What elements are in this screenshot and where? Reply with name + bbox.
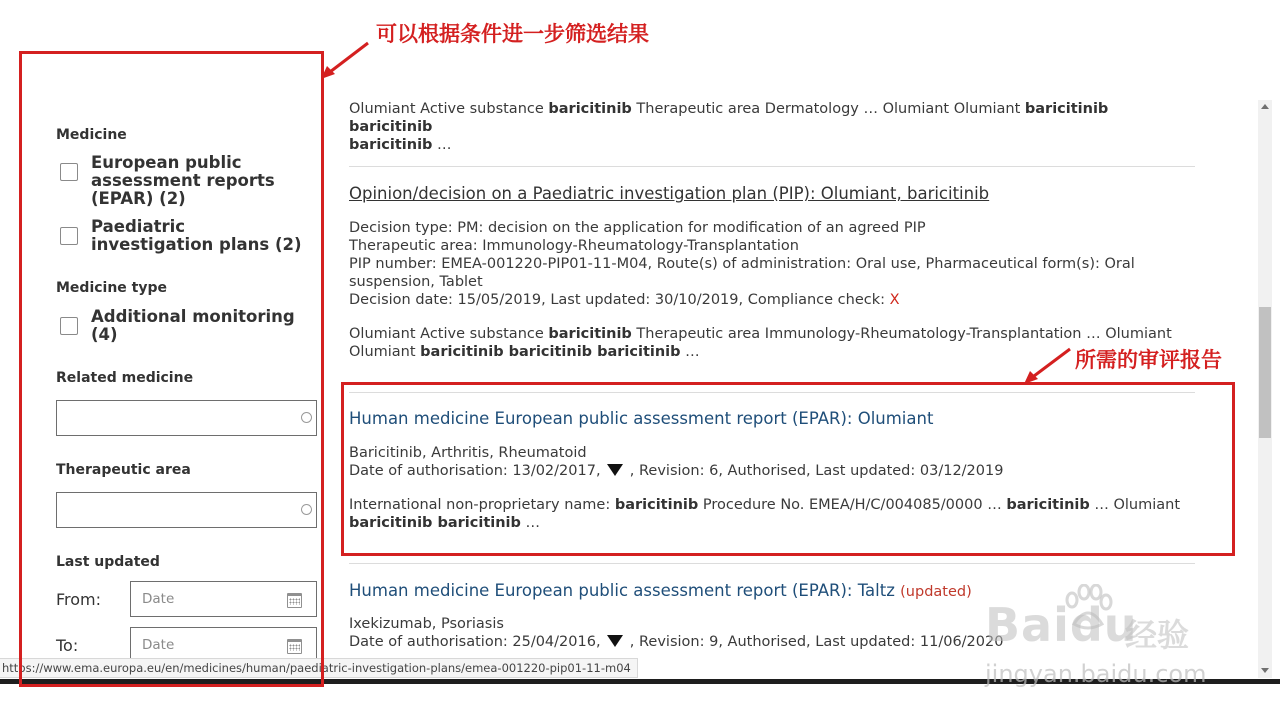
date-placeholder: Date: [142, 591, 175, 607]
updated-tag: (updated): [900, 584, 972, 600]
auth-date: Date of authorisation: 25/04/2016,: [349, 634, 606, 650]
to-label: To:: [56, 636, 79, 655]
result-meta: [349, 219, 1184, 309]
status-bar-url: https://www.ema.europa.eu/en/medicines/human/paediatric-investigation-plans/emea-001220-pip01-11-m04: [0, 658, 638, 678]
report-annotation-arrow-icon: [1020, 346, 1076, 386]
revision-info: , Revision: 9, Authorised, Last updated: 11/06/2020: [625, 634, 1004, 650]
filter-option-label: Additional monitoring (4): [91, 307, 295, 344]
watermark-brand-cn: 经验: [1125, 616, 1190, 654]
result-snippet: Olumiant Active substance baricitinib Therapeutic area Immunology-Rheumatology-Transplantation … Olumiant Olumiant baricitinib baricitinib baricitinib …: [349, 326, 1172, 360]
result-divider: [349, 563, 1195, 564]
scroll-down-arrow-icon[interactable]: [1261, 668, 1269, 673]
from-label: From:: [56, 590, 102, 609]
result-divider: [349, 166, 1195, 167]
revision-info: , Revision: 6, Authorised, Last updated: 03/12/2019: [625, 463, 1004, 479]
decision-date-text: Decision date: 15/05/2019, Last updated: 30/10/2019, Compliance check:: [349, 292, 890, 308]
scrollbar-thumb[interactable]: [1259, 307, 1271, 438]
result-keywords: Baricitinib, Arthritis, Rheumatoid: [349, 445, 587, 461]
therapeutic-area-title: Therapeutic area: [56, 462, 191, 478]
result-snippet: Olumiant Active substance baricitinib Therapeutic area Dermatology … Olumiant Olumiant baricitinib baricitinib baricitinib …: [349, 101, 1109, 153]
decision-type: Decision type: PM: decision on the application for modification of an agreed PIP: [349, 220, 926, 236]
auth-date: Date of authorisation: 13/02/2017,: [349, 463, 606, 479]
result-keywords: Ixekizumab, Psoriasis: [349, 616, 504, 632]
filter-annotation-arrow-icon: [318, 40, 378, 82]
report-highlight-box: [341, 382, 1235, 556]
pip-number-cont: suspension, Tablet: [349, 274, 483, 290]
report-annotation-text: 所需的审评报告: [1075, 347, 1222, 372]
expand-triangle-icon[interactable]: [607, 635, 623, 647]
result-title-row: [349, 581, 972, 600]
medicine-filter-title: Medicine: [56, 127, 127, 143]
medicine-type-filter-title: Medicine type: [56, 280, 168, 296]
scroll-up-arrow-icon[interactable]: [1261, 104, 1269, 109]
last-updated-title: Last updated: [56, 554, 160, 570]
compliance-check-value: X: [889, 292, 900, 308]
result-snippet: International non-proprietary name: baricitinib Procedure No. EMEA/H/C/004085/0000 … baricitinib … Olumiant baricitinib baricitinib …: [349, 497, 1181, 531]
date-placeholder: Date: [142, 637, 175, 653]
filter-highlight-box: [19, 51, 324, 687]
filter-option-label: Paediatric investigation plans (2): [91, 217, 302, 254]
result-title-link[interactable]: Human medicine European public assessment report (EPAR): Olumiant: [349, 409, 934, 428]
watermark-brand: Baidu: [985, 598, 1138, 652]
filter-option-label: European public assessment reports (EPAR) (2): [91, 153, 275, 208]
watermark-url: jingyan.baidu.com: [985, 660, 1207, 688]
therapeutic-area: Therapeutic area: Immunology-Rheumatology-Transplantation: [349, 238, 799, 254]
decision-date: [349, 291, 1184, 309]
result-title-link[interactable]: Human medicine European public assessment report (EPAR): Taltz: [349, 581, 895, 600]
related-medicine-title: Related medicine: [56, 370, 194, 386]
pip-number: PIP number: EMEA-001220-PIP01-11-M04, Route(s) of administration: Oral use, Pharmaceutical form(s): Oral: [349, 256, 1135, 272]
filter-annotation-text: 可以根据条件进一步筛选结果: [376, 21, 649, 46]
result-title-link[interactable]: Opinion/decision on a Paediatric investigation plan (PIP): Olumiant, baricitinib: [349, 184, 990, 203]
